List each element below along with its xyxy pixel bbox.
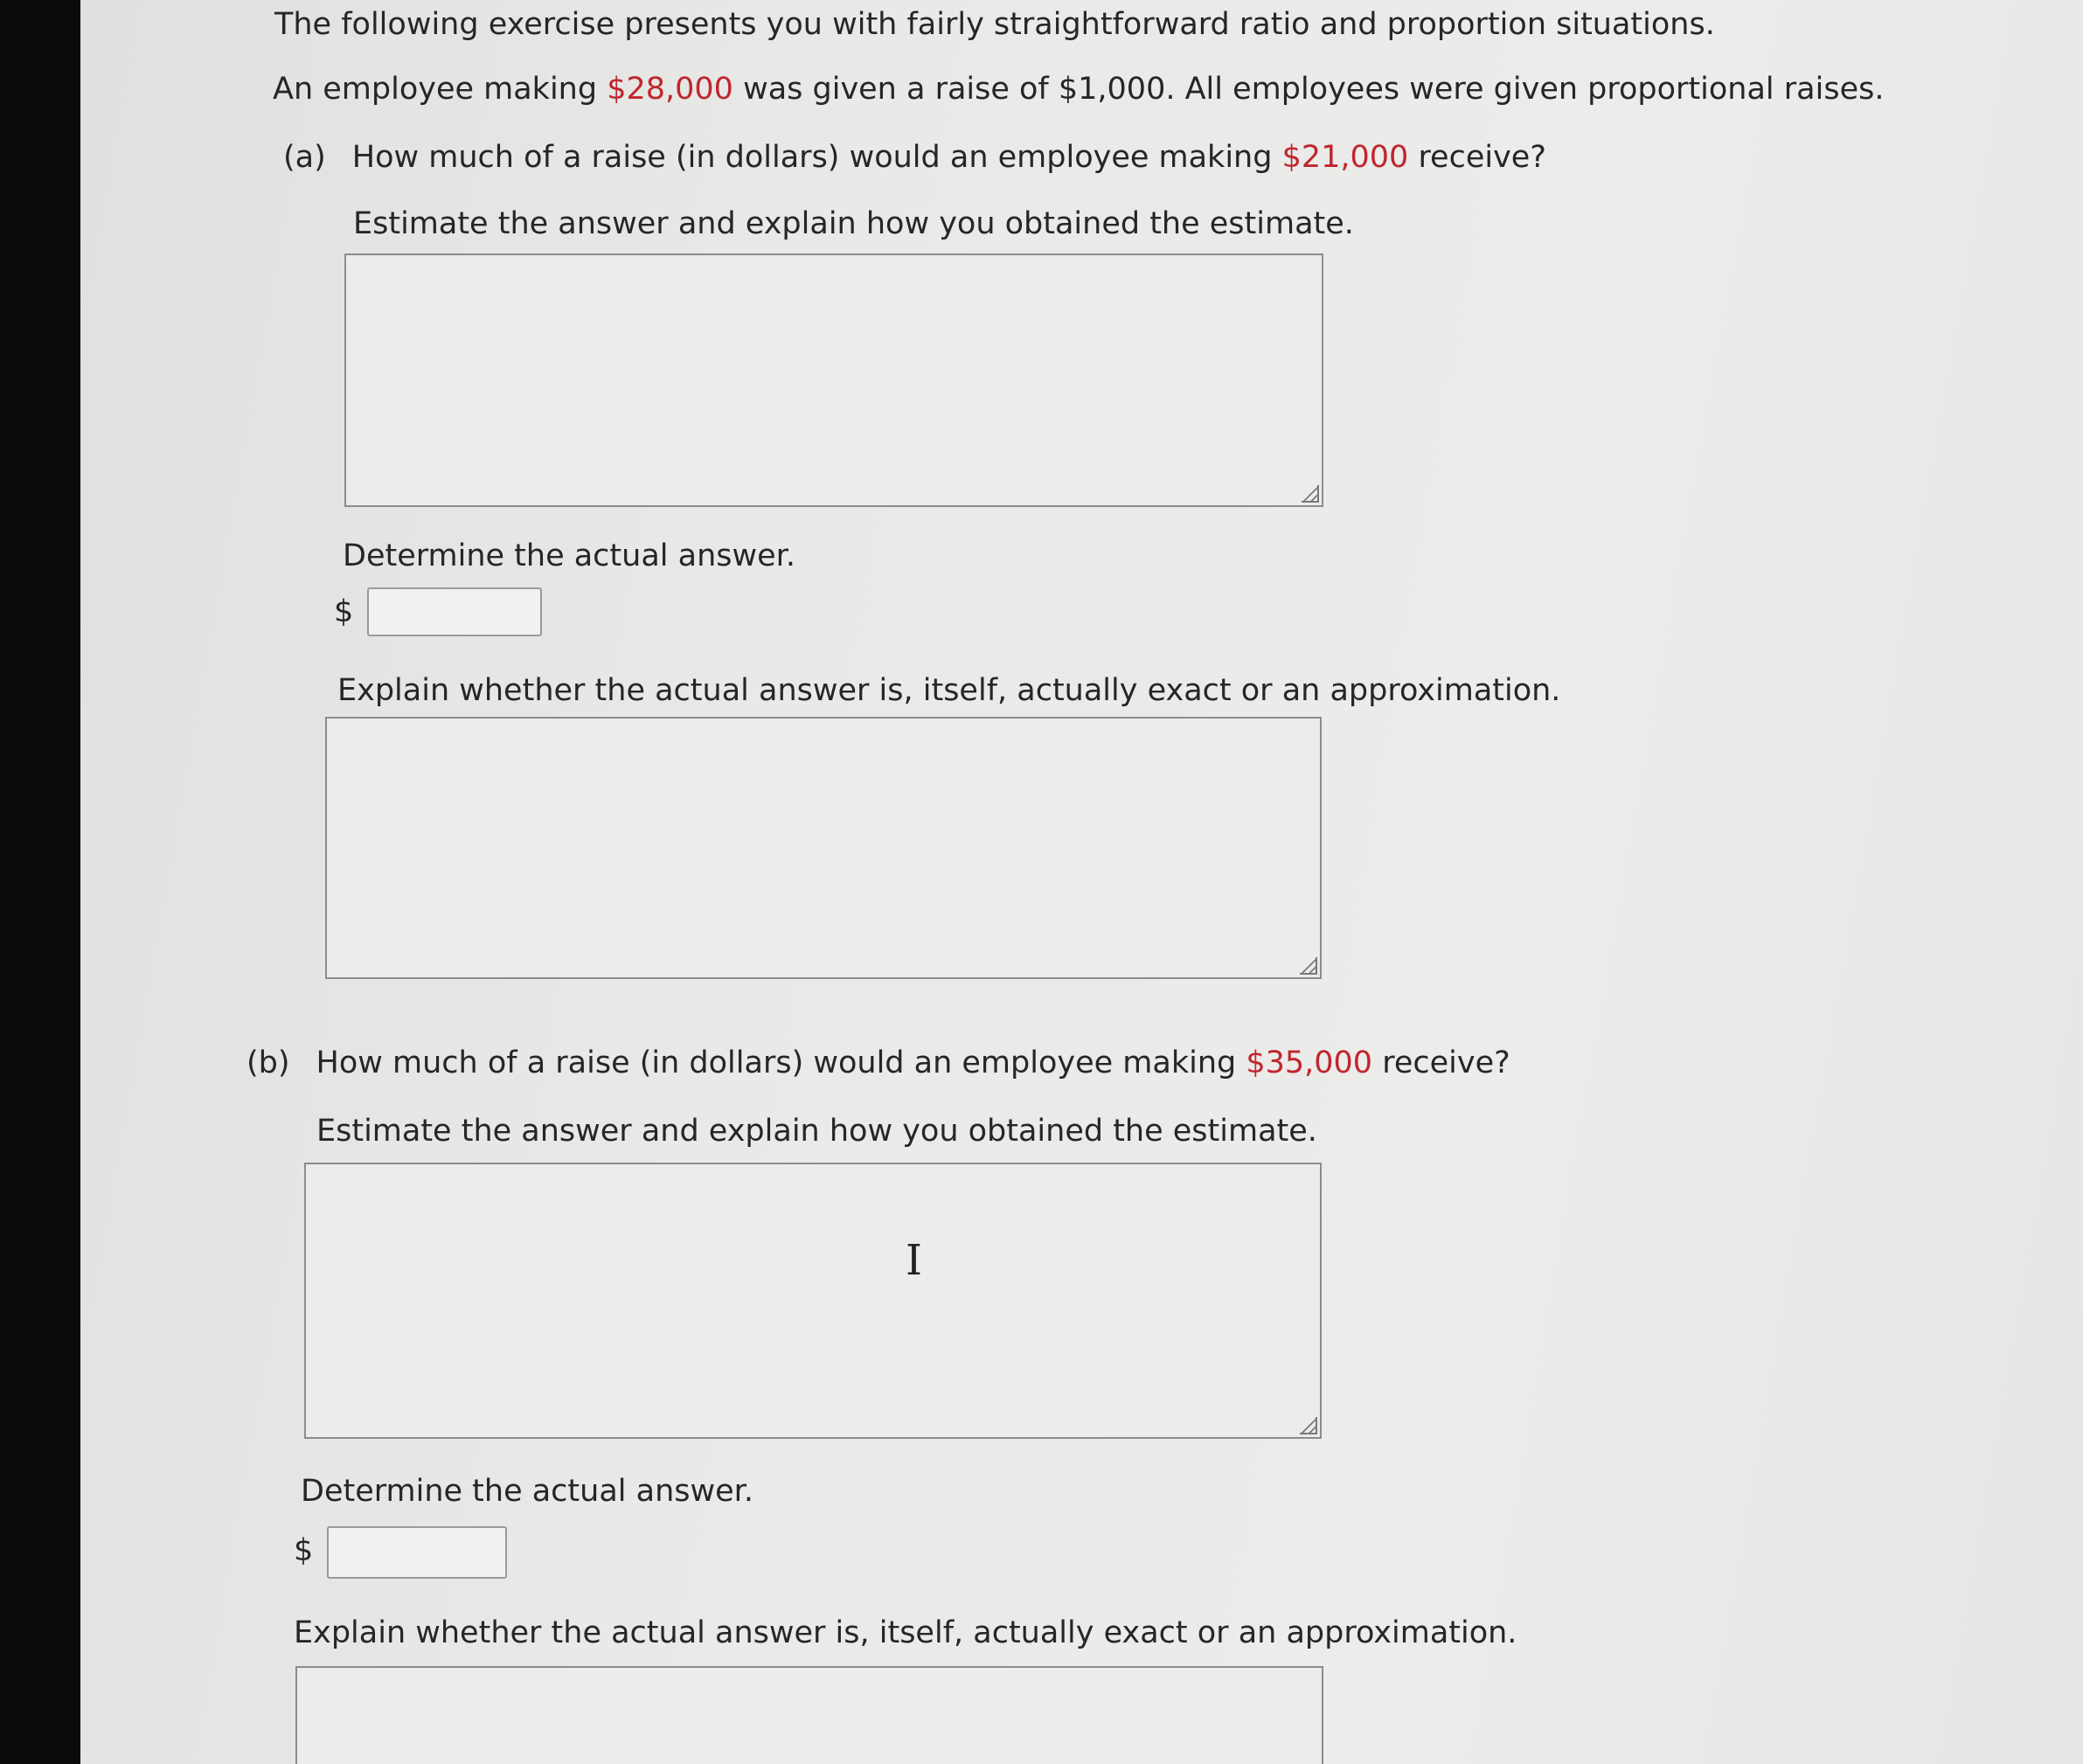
- part-a-explain-prompt: Explain whether the actual answer is, itself, actually exact or an approximation.: [337, 673, 1561, 708]
- part-b-currency: $: [294, 1533, 314, 1568]
- part-b-actual-prompt: Determine the actual answer.: [301, 1474, 753, 1509]
- monitor-bezel: [0, 0, 80, 1764]
- part-b-estimate-prompt: Estimate the answer and explain how you obtained the estimate.: [316, 1114, 1317, 1149]
- part-a-estimate-prompt: Estimate the answer and explain how you obtained the estimate.: [353, 206, 1354, 241]
- resize-grip-icon[interactable]: [1300, 957, 1317, 975]
- part-a-estimate-textarea[interactable]: [344, 253, 1323, 507]
- part-b-explain-textarea[interactable]: [295, 1666, 1323, 1764]
- part-b-explain-prompt: Explain whether the actual answer is, itself, actually exact or an approximation.: [294, 1615, 1517, 1650]
- part-a-explain-textarea[interactable]: [325, 717, 1322, 979]
- part-a-label: (a): [283, 140, 326, 175]
- resize-grip-icon[interactable]: [1302, 485, 1319, 503]
- part-b-salary: $35,000: [1246, 1045, 1373, 1080]
- base-salary: $28,000: [607, 72, 733, 107]
- text-cursor-icon: I: [906, 1236, 922, 1285]
- part-b-estimate-textarea[interactable]: [304, 1163, 1322, 1439]
- part-a-salary: $21,000: [1281, 140, 1409, 175]
- part-b-amount-input[interactable]: [327, 1526, 507, 1579]
- part-b-label: (b): [246, 1045, 290, 1080]
- resize-grip-icon[interactable]: [1300, 1417, 1317, 1434]
- part-a-currency: $: [334, 594, 354, 629]
- part-b-question: (b) How much of a raise (in dollars) would an employee making $35,000 receive?: [246, 1045, 1510, 1080]
- problem-statement: An employee making $28,000 was given a raise of $1,000. All employees were given proportional raises.: [273, 72, 1885, 107]
- part-a-actual-prompt: Determine the actual answer.: [343, 538, 795, 573]
- intro-text: The following exercise presents you with fairly straightforward ratio and proportion situations.: [274, 7, 1715, 42]
- exercise-page: [80, 0, 2083, 1764]
- part-a-question: (a) How much of a raise (in dollars) would an employee making $21,000 receive?: [283, 140, 1546, 175]
- part-a-amount-input[interactable]: [367, 587, 542, 636]
